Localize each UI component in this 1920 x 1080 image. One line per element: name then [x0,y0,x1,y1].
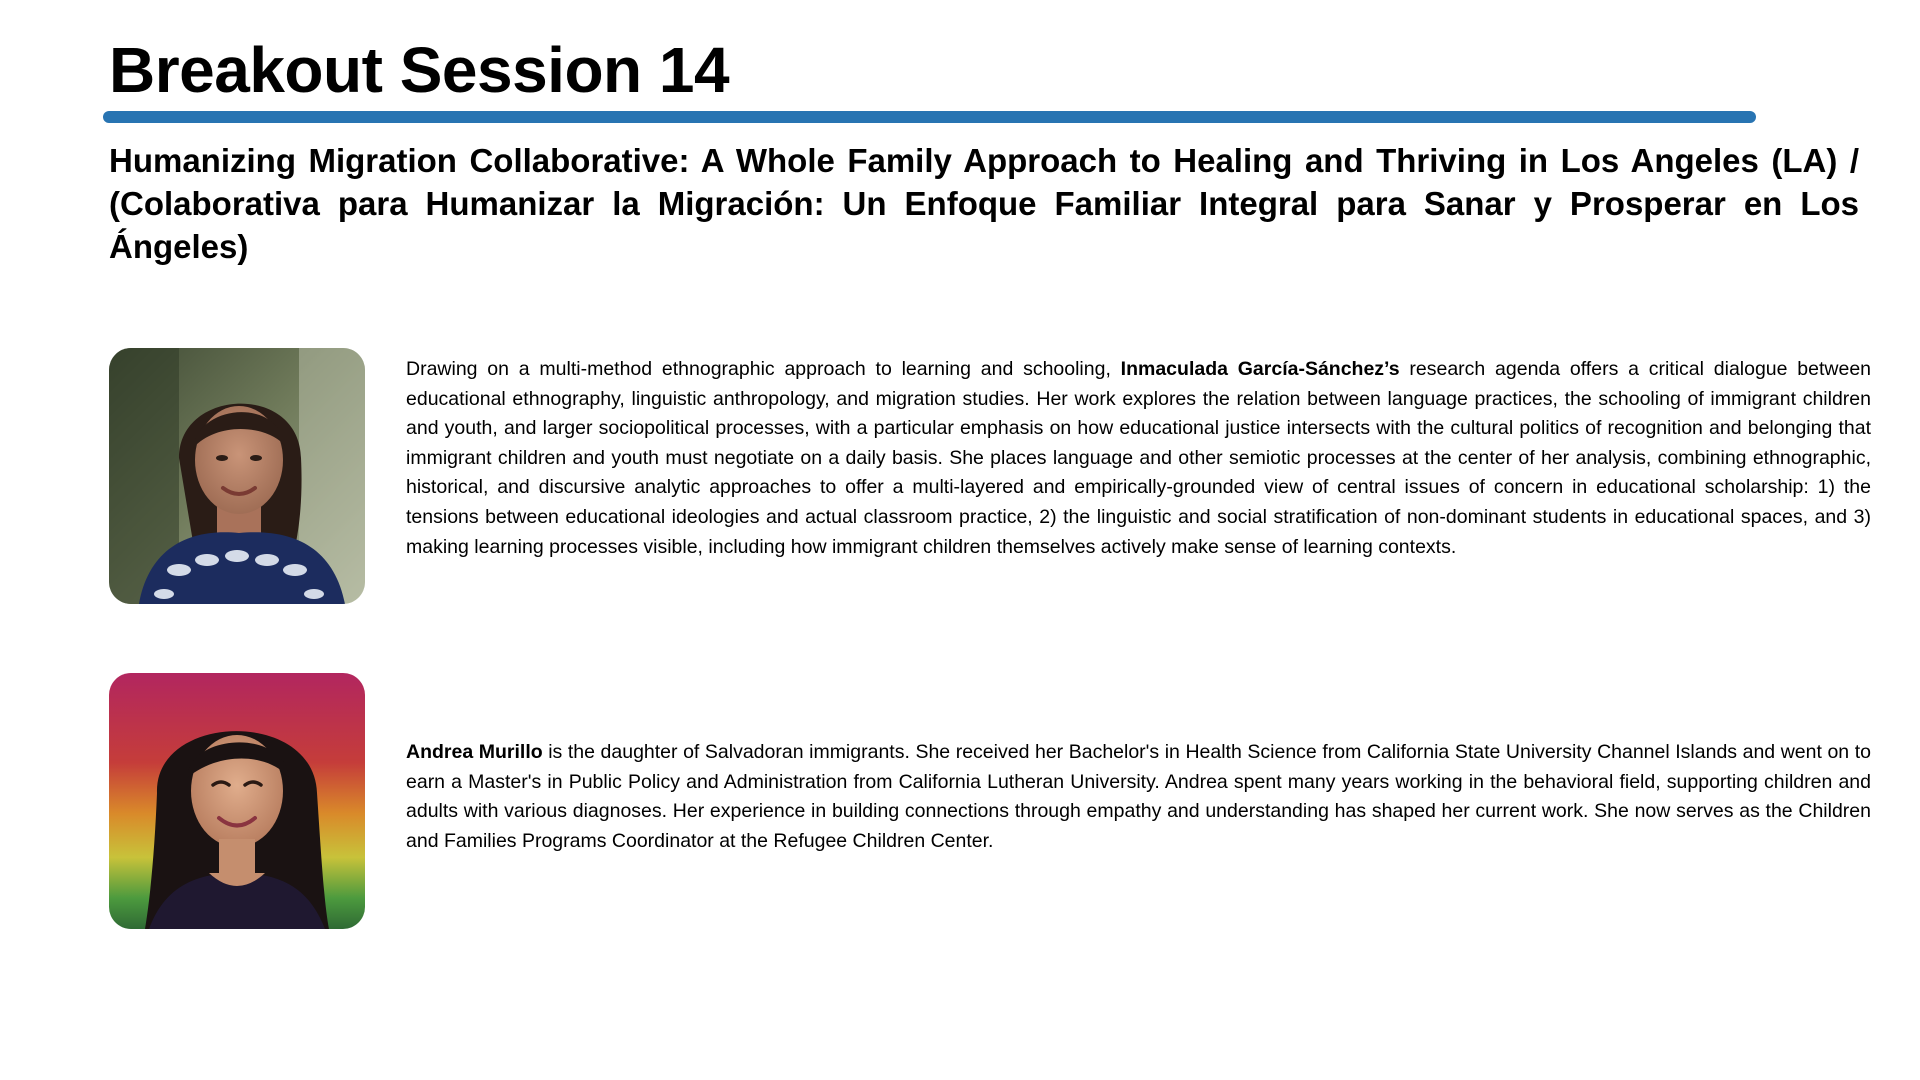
speaker-photo-murillo [109,673,365,929]
bio-text-intro: Drawing on a multi-method ethnographic approach to learning and schooling, [406,358,1121,380]
title-divider [103,111,1756,123]
speaker-bio-garcia-sanchez [406,355,1871,562]
slide-title: Breakout Session 14 [109,34,730,106]
bio-text-body: research agenda offers a critical dialogue between educational ethnography, linguistic anthropology, and migration studies. Her work explores the relation between language practices, the schooling of immigrant children and youth, and larger sociopolitical processes, with a particular emphasis on how educational justice intersects with the cultural politics of recognition and belonging that immigrant children and youth must negotiate on a daily basis. She places language and other semiotic processes at the center of her analysis, combining ethnographic, historical, and discursive analytic approaches to offer a multi-layered and empirically-grounded view of central issues of concern in educational scholarship: 1) the tensions between educational ideologies and actual classroom practice, 2) the linguistic and social stratification of non-dominant students in educational spaces, and 3) making learning processes visible, including how immigrant children themselves actively make sense of learning contexts. [406,358,1872,558]
bio-text-body: is the daughter of Salvadoran immigrants. She received her Bachelor's in Health Science from California State University Channel Islands and went on to earn a Master's in Public Policy and Administration from California Lutheran University. Andrea spent many years working in the behavioral field, supporting children and adults with various diagnoses. Her experience in building connections through empathy and understanding has shaped her current work. She now serves as the Children and Families Programs Coordinator at the Refugee Children Center. [406,741,1871,852]
speaker-name: Andrea Murillo [406,741,543,763]
speaker-bio-murillo [406,738,1871,856]
session-subtitle: Humanizing Migration Collaborative: A Whole Family Approach to Healing and Thriving in Los Angeles (LA) / (Colaborativa para Humanizar la Migración: Un Enfoque Familiar Integral para Sanar y Prosperar en Los Ángeles) [109,142,1859,265]
speaker-name: Inmaculada García-Sánchez’s [1120,358,1400,380]
speaker-portrait-image [109,673,365,929]
speaker-portrait-image [109,348,365,604]
speaker-photo-garcia-sanchez [109,348,365,604]
